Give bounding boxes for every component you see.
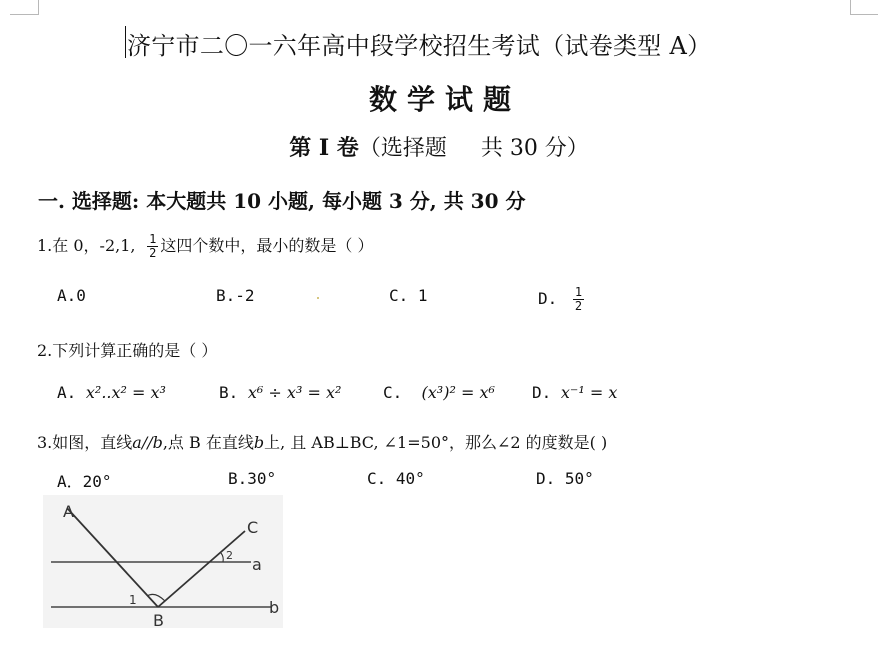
label-a-point: A <box>63 502 74 521</box>
section-heading: 一. 选择题: 本大题共 10 小题, 每小题 3 分, 共 30 分 <box>38 189 526 213</box>
fraction-one-half: $\frac{1}{2}$ <box>149 232 157 260</box>
stray-dot <box>317 297 319 299</box>
fraction-one-half: $\frac{1}{2}$ <box>574 285 583 313</box>
crop-mark-top-left <box>10 0 39 15</box>
label-angle-1: 1 <box>129 593 137 607</box>
q1-option-a: A.0 <box>57 286 86 305</box>
crop-mark-top-right <box>850 0 878 15</box>
label-angle-2: 2 <box>226 549 233 562</box>
angle-2-arc <box>221 553 223 562</box>
q2-option-b: B. x⁶ ÷ x³ = x² <box>219 383 342 402</box>
text-cursor <box>125 26 126 58</box>
question-3-stem: 3.如图，直线a//b,点 B 在直线b上, 且 AB⊥BC, ∠1=50°，那么∠2 的度数是( ) <box>37 433 608 452</box>
segment-ab <box>67 508 158 607</box>
label-line-b: b <box>269 598 280 617</box>
q2-option-c: C. (x³)² = x⁶ <box>383 383 495 402</box>
q2-option-a: A. x²..x² = x³ <box>57 383 166 402</box>
label-c-point: C <box>247 518 259 537</box>
subject-title: 数学试题 <box>368 83 521 116</box>
segment-bc <box>158 531 245 607</box>
geometry-figure <box>43 495 283 628</box>
q3-option-d: D. 50° <box>536 469 594 488</box>
volume-type: （选择题 <box>358 136 447 161</box>
label-b-point: B <box>153 611 164 628</box>
label-line-a: a <box>252 555 262 574</box>
question-2-stem: 2.下列计算正确的是（ ） <box>37 341 218 360</box>
q3-option-a: A．20° <box>57 472 112 491</box>
q1-option-c: C. 1 <box>389 286 428 305</box>
volume-label: 第 I 卷 <box>289 135 359 161</box>
volume-title <box>0 131 878 162</box>
question-1-stem: 1.在 0，-2,1, $\frac{1}{2}$ 这四个数中，最小的数是（ ） <box>37 232 374 260</box>
q1-option-b: B.-2 <box>216 286 255 305</box>
q1-option-d: D. $\frac{1}{2}$ <box>538 285 583 313</box>
q3-option-b: B.30° <box>228 469 277 488</box>
q2-option-d: D. x⁻¹ = x <box>532 383 618 402</box>
volume-score: 共 30 分） <box>480 136 589 161</box>
q3-option-c: C. 40° <box>367 469 425 488</box>
exam-title: 济宁市二〇一六年高中段学校招生考试（试卷类型 A） <box>127 32 712 60</box>
